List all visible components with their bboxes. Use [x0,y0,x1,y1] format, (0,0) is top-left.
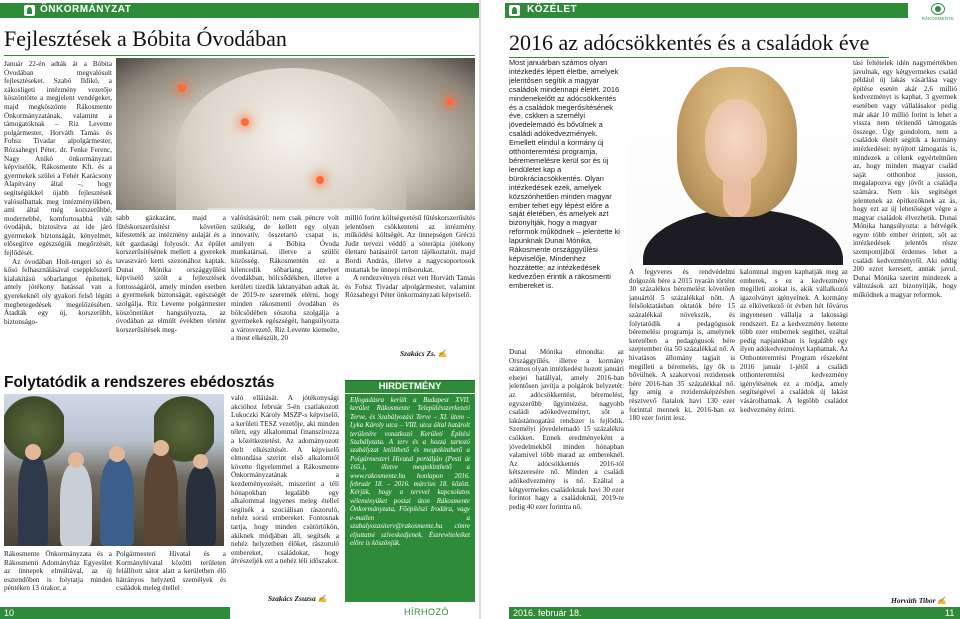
lower-col-3 [231,394,339,594]
right-col-2 [629,268,735,606]
person-head-shape [193,454,208,469]
right-footer-bar [509,607,960,619]
cave-lamp-icon [178,84,186,92]
cave-lamp-icon [241,118,249,126]
left-page [0,0,479,619]
lower-col-2-text: Polgármesteri Hivatal és a Kormányhivatal közötti területen felállított sátor alatt a kerületben élő hátrányos helyzetű személyek és családok meleg étellel [116,550,226,593]
headline-rule [4,55,475,56]
headline-rule [509,57,889,58]
cave-arch-shape [176,68,406,210]
portrait-neck-shape [723,177,751,217]
article-col-4-text: millió forint költségvetésű fűtéskorszerűsítés jelentősen csökkenteni az intézmény működési költségét. Az ünnepségen Gréczi Judit tervezi véddő a sóterápia jótékony élettani hatásairól tartott tájékoztatót, majd Bordi András, illetve a nagycsoportosok mutattak be ünnepi műsorukat. [345,214,475,274]
footer-publication-name: HÍRHOZÓ [404,607,449,617]
left-page-number: 10 [4,608,15,618]
author-signature: Szakács Zsuzsa ✍ [268,594,327,603]
article-col-1b-text: Az óvodában Holt-tengeri só és kősó felhasználásával cseppkőszerű kialakítású sóbarlangot építettek, amely jótékony hatással van a gyerekeknél oly gyakori felső légúti megbetegedések megelőzésében. Átadták egy új, korszerűbb, biztonságo- [4,257,112,326]
person-head-shape [25,444,41,460]
right-page-number: 11 [945,608,955,618]
left-section-band [0,3,479,18]
food-distribution-photo [4,394,224,546]
right-col-1 [509,348,624,606]
lower-col-1 [4,550,112,606]
lower-col-3-text: való ellátását. A jótékonysági akcióhoz február 5-én csatlakozott Lukoczki Károly MSZP-s képviselő, a kerületi TESZ vezetője, aki minden télen, egy alkalommal finanszírozza a közétkeztetést. Az adományozott ételt elkészítését. A képviselő elmondása szerint első alkalomtól követte figyelemmel a Rákosmente Önkormányzatának a kezdeményezését, miszerint a téli hónapokban legalább egy alkalommal ingyenes meleg étellel segítsék a szociálisan rászoruló, nehéz sorsú embereket. Fontosnak tartja, hogy minden csütörtökön, akiknek módjában áll, segítsék a nehéz helyzetben élőket, rászoruló embereket, családokat, hogy átvészeljék ezt a nehéz téli időszakot. [231,394,339,566]
portrait-photo [627,59,852,265]
article-col-3 [231,214,339,372]
notice-header [345,380,475,393]
person-head-shape [109,446,125,462]
section-flag-icon [24,5,35,16]
right-col-4-text: tási feltételek idén nagymértékben javulnak, egy kétgyermekes család például új lakás vásárlása vagy építése esetén akár 2,6 millió kedvezményt is kaphat, 3 gyermek esetében vagy vállalásakor pedig már akár 10 millió forint is lehet a vissza nem térítendő támogatás összege. Úgy gondolom, nem a családok életét segítik a kormány intézkedései: nyújtott támogatás is, mindezek a célunk egyértelműen az, hogy minden magyar család saját otthonhoz jusson, megalapozva egy jövőt a családja számára. Nem kis segítséget jelentenek az építkezőknek az ás, hogy ezt az új lehetőséget végre a magyar családok élvezhetik. Dunai Mónika hangsúlyozta: a hétvégék egyre több ember érintett, sőt az intézkedések jelentős része szempontjából érdemes lehet a családi kedvezményről. Aki eddig 200 ezret keresett, annak javul. Dunai Mónika szerint mindezek a változások azt bizonyítják, hogy működnek a magyar reformok. [853,59,957,300]
person-shape [144,452,178,546]
article-col-2 [116,214,226,372]
left-section-tag: ÖNKORMÁNYZAT [40,4,132,15]
left-headline: Fejlesztések a Bóbita Óvodában [4,26,287,51]
logo-text: RÁKOSMENTE [921,16,955,21]
article-col-4 [345,214,475,346]
person-shape [186,466,216,546]
person-shape [18,454,48,546]
district-seal-icon [931,3,945,15]
lead-box [509,59,624,371]
notice-box [345,394,475,602]
right-section-band [505,3,908,18]
article-col-1-text: Január 22-én adták át a Bóbita Óvodában megvalósult fejlesztéseket. Szabó Ildikó, a zákosligeti intézmény vezetője köszöntötte a megjelent vendégeket, majd megköszönte Rákosmente Önkormányzatának, valamint a támogatóknak – Riz Levente polgármester, Horváth Tamás és Fohsz Tivadar alpolgármester, Rózsahegyi Péter, dr. Fenke Ferenc, Nagy Anikó önkormányzati képviselők, Rákosmente Kft. és a gyermekek szülei a Fehér Karácsony Alapítvány által –, hogy segítségükkel újabb fejlesztések valósulhattak meg intézményükben, ami által még korszerűbbé, modernebbé, komfortosabbá vált óvodájuk, biztosítva az ide járó gyermekek biztonságát, kényelmét, elősegítve egészségük megőrzését, fejlődését. [4,60,112,258]
lower-col-2 [116,550,226,606]
district-logo [920,3,956,23]
lower-headline: Folytatódik a rendszeres ebédosztás [4,374,275,391]
author-signature: Horváth Tibor ✍ [891,596,947,605]
portrait-body-shape [643,209,843,265]
person-head-shape [153,440,169,456]
right-col-3 [740,268,848,606]
right-col-1-text: Dunai Mónika elmondta: az Országgyűlés, illetve a kormány számos olyan intézkedést hozott januári elsejei hatállyal, amely 2016-ban jelentősen javítja a polgárok helyzetét: az adócsökkentést, béremelést, egyszerűbb ügyintézést, nagyobb családi adókedvezményt, sőt a lakástámogatási rendszer is fejlődik. Személyi jövedelemadó 15 százalékra csökken. Ennek eredményeként a jövedelmekből minden hónapban valamivel több marad az embereknél. Az adócsökkentés 2016-tól kétszeresére nő. Minden a családi adókedvezmény is nő. Ezáltal a kétgyermekes családoknak havi 30 ezer forintot hagy a családoknál, 2019-re pedig 40 ezer forintra nő. [509,348,624,511]
cave-lamp-icon [316,176,324,184]
lead-text: Most januárban számos olyan intézkedés lépett életbe, amelyek jelentősen segítik a magyar családok mindennapi életét. 2016 mindenekelőtt az adócsökkentés és a családok megerősítésének éve, cskken a személyi jövedelemadó és bővülnek a családi adókedvezmények. Emellett elindul a kormány új otthonteremtési programja, bérememelésre kerül sor és új lendületet kap a bürokráciacsökkentés. Olyan intézkedések ezek, amelyek közszónhetően minden magyar ember tehet egy lépést előre a saját életében, és amelyek azt bizonyítják, hogy a magyar reformok működnek – jelentette ki lapunknak Dunai Mónika, Rákosmente országgyűlési képviselője. Mindenhez hozzátette: az intézkedések kedvezően érintik a rákosmenti embereket is. [509,59,620,290]
person-head-shape [68,452,84,468]
article-col-2-text: sabb gázkazánt, majd a fűtéskorszerűsítést követően kifestették az intézmény aulaját és a két gazdasági folyosót. Az épület korszerűsítésének mellett a gyerekek tavaszváró kerti szezonához kaptak. Dunai Mónika országgyűlési képviselő szólt a fejlesztések fontosságáról, amely minden esetben a gyermekek biztonságát, egészségét szolgálja. Riz Levente polgármester köszönetüket hangsúlyozta, az óvodában az elmúlt években történt korszerűsítések meg- [116,214,226,334]
right-col-3-text: kalommal ingyen kaphatják meg az emberek, s ez a kedvezmény megilleti azokat is, akik vállalkozói igazolványt igényelnek. A kormány az elkövetkező öt évben hét főváros ingyenesen vállalja a lakossági rendszert. Ez a kedvezmény hetente több ezer embernek segíthet, ezáltal pedig napjainkban is legalább egy ilyen adókedvezményt kaphatnak. Az Otthonteremtési Program részeként 2016 január 1-jétől a családi otthonteremtési kedvezmény igénylésének ez a módja, amely segítségével a családok új lakást vásárolhatnak. A legtöbb családot kedvezmény érinti. [740,268,848,414]
lower-col-1-text: Rákosmente Önkormányzata és a Rákosmenti Adományház Egyesület az ünnepek elmúltával, az új esztendőben is folytatja minden péntéken 13 órakor, a [4,550,112,593]
salt-cave-photo [116,58,475,210]
author-signature: Szakács Zs. ✍ [400,349,448,358]
cave-lamp-icon [446,98,454,106]
right-col-4 [853,59,957,595]
person-shape [100,458,134,546]
section-flag-icon [509,5,520,16]
portrait-face-shape [705,99,767,183]
notice-text: Elfogadásra került a Budapest XVII. kerület Rákosmente Településszerkezeti Terve, és Szabályozási Terve – XI. ütem – Lyka Károly utca – VIII. utca által határolt területére vonatkozó Kerületi Építési Szabályzata. A terv és a hozzá tartozó szabályzat letölthető és megtekinthető a Polgármesteri Hivatal portálján (Pesti út 165.), illetve megtekinthető a www.rakosmente.hu honlapon 2016. február 18. – 2016. március 18. között. Kérjük, hogy a tervvel kapcsolatos véleményüket postai úton Rákosmente Önkormányzata, Főépítészi Irodára, vagy e-mailen a szabalyozasiterv@rakosmente.hu címre eljuttatni szíveskedjenek. Észrevételeiket előre is köszönjük. [350,397,470,547]
article-col-4b-text: A rendezvényen részt vett Horváth Tamás és Fohsz Tivadar alpolgármester, valamint Rózsahegyi Péter önkormányzati képviselő. [345,274,475,300]
right-page [481,0,960,619]
article-col-3-text: valósításáról: nem csak péncre volt szükség, de kellett egy olyan innovatív, összetartó csapat is, amilyen a Bóbita Óvoda munkatársai, illetve a szülői közösség. Rákosmentén ez a kilencedik sóbarlang, amelyet óvodákban, bölcsődékben, illetve a kerületi tizedik laktanyában adtak át, de 2019-re szeretnék elérni, hogy minden rákosmenti óvodában és bölcsődében sószoba szolgálja a gyermekek egészségét, hangsúlyozta a városvezető. Riz Levente kiemelte, a most elkészült, 20 [231,214,339,343]
cave-bench-shape [206,208,376,210]
issue-date: 2016. február 18. [513,608,582,618]
right-section-tag: KÖZÉLET [527,4,578,15]
notice-title: HIRDETMÉNY [378,381,442,392]
person-shape [60,464,92,546]
right-col-2-text: A fegyveres és rendvédelmi dolgozók bére a 2015 nyarán történt 30 százalékos béremelést követően januártól 5 százalékkal nőtt. A felsőoktatásban oktatók bére 15 százalékkal növekszik, és folytatódik a pedagógusok béremelési programja is, amelynek keretében a pedagógusok bére szeptember óta 50 százalékkal nő. A hivatásos állomány tagjait is megilleti a béremelés, így ők is bővülnek. A szakorvosi rezidensek bére 2016-ban 35 százalékkal nő. Így amíg a rezidensképzésben résztvevő fiatalok havi 130 ezer forinttal mennek ki, 2016-ban ez 180 ezer forint lesz. [629,268,735,423]
right-headline: 2016 az adócsökkentés és a családok éve [509,30,870,55]
left-footer-bar [0,607,230,619]
article-col-1 [4,60,112,372]
